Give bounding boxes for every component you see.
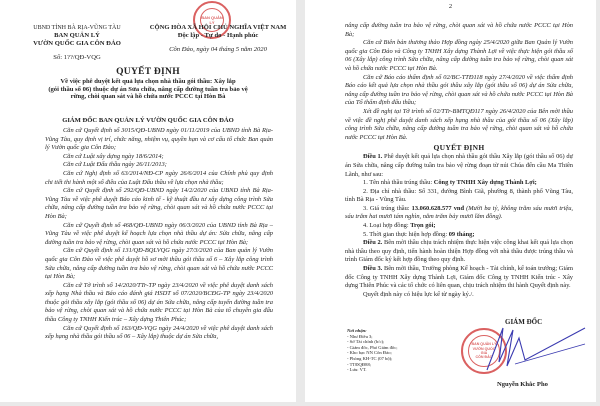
national-motto: Độc lập - Tự do - Hạnh phúc <box>177 32 259 39</box>
recipient-item: - Phòng KH-TC (07 bộ); <box>347 355 393 361</box>
legal-basis: Căn cứ Quyết định số 468/QĐ-UBND ngày 06/3/2020 của UBND tỉnh Bà Rịa – Vũng Tàu về việc phê duyệt kế hoạch lựa chọn nhà thầu dự án: Sửa chữa, nâng cấp đường tuần tra bảo vệ rừng, chòi quan sát và hồ chứa nước PCCC tại Hòn Bà; <box>45 221 273 246</box>
legal-basis: Căn cứ Nghị định số 63/2014/NĐ-CP ngày 26/6/2014 của Chính phủ quy định chi tiết thi hành một số điều của Luật Đấu thầu về lựa chọn nhà thầu; <box>45 169 273 186</box>
recipient-item: - Kho bạc NN Côn Đảo; <box>347 350 392 356</box>
legal-basis: Xét đề nghị tại Tờ trình số 02/TTr-BMTQĐ117 ngày 26/4/2020 của Bên mời thầu về việc đề nghị phê duyệt danh sách xếp hạng nhà thầu của gói thầu số 06 (Xây lắp) công trình Sửa chữa, nâng cấp đường tuần tra bảo vệ rừng, chòi quan sát và hồ chứa nước PCCC tại Hòn Bà. <box>345 107 573 141</box>
subtitle-line: (gói thầu số 06) thuộc dự án Sửa chữa, nâng cấp đường tuần tra bảo vệ <box>48 85 248 93</box>
legal-basis: Căn cứ Quyết định số 3015/QĐ-UBND ngày 01/11/2019 của UBND tỉnh Bà Rịa- Vũng Tàu, quy định vị trí, chức năng, nhiệm vụ, quyền hạn và cơ cấu tổ chức Ban quản lý Vườn quốc gia Côn Đảo; <box>45 127 273 152</box>
legal-basis: Căn cứ Quyết định số 292/QĐ-UBND ngày 14/2/2020 của UBND tỉnh Bà Rịa-Vũng Tàu về việc phê duyệt Báo cáo kinh tế - kỹ thuật đầu tư xây dựng công trình Sửa chữa, nâng cấp đường tuần tra bảo vệ rừng, chòi quan sát và hồ chứa nước PCCC tại Hòn Bà; <box>45 187 273 220</box>
recipient-item: - Sở Tài chính (b/c); <box>347 339 385 345</box>
subtitle-line: Về việc phê duyệt kết quả lựa chọn nhà thầu gói thầu: Xây lắp <box>60 78 236 85</box>
authority-heading: GIÁM ĐỐC BAN QUẢN LÝ VƯỜN QUỐC GIA CÔN ĐẢO <box>62 117 234 124</box>
signature-icon <box>485 320 590 375</box>
official-stamp-small: BAN QUẢN LÝ <box>193 1 231 39</box>
official-stamp: BAN QUẢN LÝ VƯỜN QUỐC GIA CÔN ĐẢO <box>461 328 507 374</box>
recipients-title: Nơi nhận: <box>347 328 367 333</box>
article-1-item: 3. Giá trúng thầu: 13.060.628.577 vnđ (Mười ba tỷ, không trăm sáu mươi triệu, sáu trăm hai mươi tám nghìn, năm trăm bảy mươi lăm đồng). <box>345 204 574 221</box>
issuer-park: VƯỜN QUỐC GIA CÔN ĐẢO <box>33 40 121 47</box>
document-title: QUYẾT ĐỊNH <box>116 67 180 77</box>
subtitle-line: rừng, chòi quan sát và hồ chứa nước PCCC tại Hòn Bà <box>70 93 226 101</box>
article-1-item: 4. Loại hợp đồng: Trọn gói; <box>363 222 436 230</box>
legal-basis: Căn cứ Luật Đấu thầu ngày 26/11/2013; <box>63 161 167 169</box>
signer-title: GIÁM ĐỐC <box>505 318 543 326</box>
article-1: Điều 1. Phê duyệt kết quả lựa chọn nhà thầu gói thầu Xây lắp (gói thầu số 06) dự án Sửa chữa, nâng cấp đường tuần tra bảo vệ rừng đoạn từ núi Chúa đến cầu Ma Thiên Lãnh, như sau: <box>345 153 573 178</box>
decision-heading: QUYẾT ĐỊNH <box>433 143 485 153</box>
document-number: Số: 1??/QĐ-VQG <box>53 54 101 61</box>
recipient-item: - Lưu: VT. <box>347 367 367 373</box>
recipient-item: - TTĐQĐ88; <box>347 361 372 367</box>
document-date: Côn Đảo, ngày 04 tháng 5 năm 2020 <box>169 46 267 53</box>
issuer-header <box>22 24 132 62</box>
legal-basis: Căn cứ Biên bản thương thảo Hợp đồng ngày 25/4/2020 giữa Ban Quản lý Vườn quốc gia Côn Đảo và Công ty TNHH Xây dựng Thành Lợi về việc thực hiện gói thầu số 06 (Xây lắp) công trình Sửa chữa, nâng cấp đường tuần tra bảo vệ rừng, chòi quan sát và hồ chứa nước PCCC tại Hòn Bà. <box>345 39 573 72</box>
document-page-1 <box>0 0 296 402</box>
article-1-item: 5. Thời gian thực hiện hợp đồng: 09 tháng; <box>363 230 475 238</box>
page-number: 2 <box>448 3 453 10</box>
legal-basis: nâng cấp đường tuần tra bảo vệ rừng, chòi quan sát và hồ chứa nước PCCC tại Hòn Bà; <box>345 22 573 38</box>
issuer-board: BAN QUẢN LÝ <box>54 32 100 39</box>
legal-basis: Căn cứ Tờ trình số 14/2020/TTr-TP ngày 23/4/2020 về việc phê duyệt danh sách xếp hạng Nhà thầu và Báo cáo đánh giá HSDT số 07/2020/BCĐG-TP ngày 23/4/2020 thuộc gói thầu xây lắp (gói thầu số 06) dự án Sửa chữa, nâng cấp tuyến đường tuần tra bảo vệ rừng, chòi quan sát và hồ chứa nước PCCC tại Hòn Bà của tổ chuyên gia đấu thầu Công ty TNHH Kiến trúc – Xây dựng Thiên Phúc; <box>45 281 273 324</box>
legal-bases-continued <box>345 22 573 299</box>
legal-basis: Căn cứ Quyết định số 163/QĐ-VQG ngày 24/4/2020 về việc phê duyệt danh sách xếp hạng nhà thầu gói thầu số 06 – Xây lắp) thuộc dự án Sửa chữa, <box>45 324 273 341</box>
national-header <box>148 24 288 54</box>
article-3: Điều 3. Bên mời thầu, Trưởng phòng Kế hoạch - Tài chính, kế toán trưởng; Giám đốc Công ty TNHH Xây dựng Thành Lợi, Giám đốc Công ty TNHH Kiến trúc - Xây dựng Thiên Phúc và các tổ chức có liên quan, chịu trách nhiệm thi hành Quyết định này. <box>345 265 573 290</box>
legal-basis: Căn cứ Quyết định số 131/QĐ-BQLVQG ngày 27/3/2020 của Ban quản lý Vườn quốc gia Côn Đảo về việc phê duyệt hồ sơ mời thầu gói thầu số 6 – Xây lắp công trình Sửa chữa, nâng cấp đường tuần tra bảo vệ rừng, chòi quan sát và hồ chứa nước PCCC tại Hòn Bà; <box>45 247 273 281</box>
article-1-item: 2. Địa chỉ nhà thầu: Số 331, đường Bình Giã, phường 8, thành phố Vũng Tàu, tỉnh Bà Rịa - Vũng Tàu. <box>345 187 573 204</box>
recipient-item: - Như Điều 3; <box>347 333 373 339</box>
recipients-list <box>347 328 427 373</box>
article-1-item: 1. Tên nhà thầu trúng thầu: Công ty TNHH Xây dựng Thành Lợi; <box>363 179 537 187</box>
effective-clause: Quyết định này có hiệu lực kể từ ngày ký./. <box>363 290 474 298</box>
recipient-item: - Giám đốc, Phó Giám đốc; <box>347 344 398 350</box>
document-subtitle <box>10 78 286 101</box>
article-2: Điều 2. Bên mời thầu chịu trách nhiệm thực hiện việc công khai kết quả lựa chọn nhà thầu theo quy định, tiến hành hoàn thiện Hợp đồng với nhà thầu được trúng thầu và trình Giám đốc ký kết hợp đồng theo quy định. <box>345 239 573 264</box>
national-title: CỘNG HÒA XÃ HỘI CHỦ NGHĨA VIỆT NAM <box>149 24 287 31</box>
legal-basis: Căn cứ Luật xây dựng ngày 18/6/2014; <box>63 152 164 160</box>
signer-name: Nguyễn Khắc Pho <box>497 381 548 388</box>
document-page-2 <box>305 0 596 402</box>
legal-bases <box>45 127 273 342</box>
issuer-province: UBND TỈNH BÀ RỊA-VŨNG TÀU <box>33 25 121 31</box>
legal-basis: Căn cứ Báo cáo thẩm định số 02/BC-TTĐ118 ngày 27/4/2020 về việc thẩm định Báo cáo kết quả lựa chọn nhà thầu gói thầu xây lắp (gói thầu số 06) dự án Sửa chữa, nâng cấp đường tuần tra bảo vệ rừng, chòi quan sát và hồ chứa nước PCCC tại Hòn Bà của Tổ thẩm định đấu thầu; <box>345 73 573 107</box>
